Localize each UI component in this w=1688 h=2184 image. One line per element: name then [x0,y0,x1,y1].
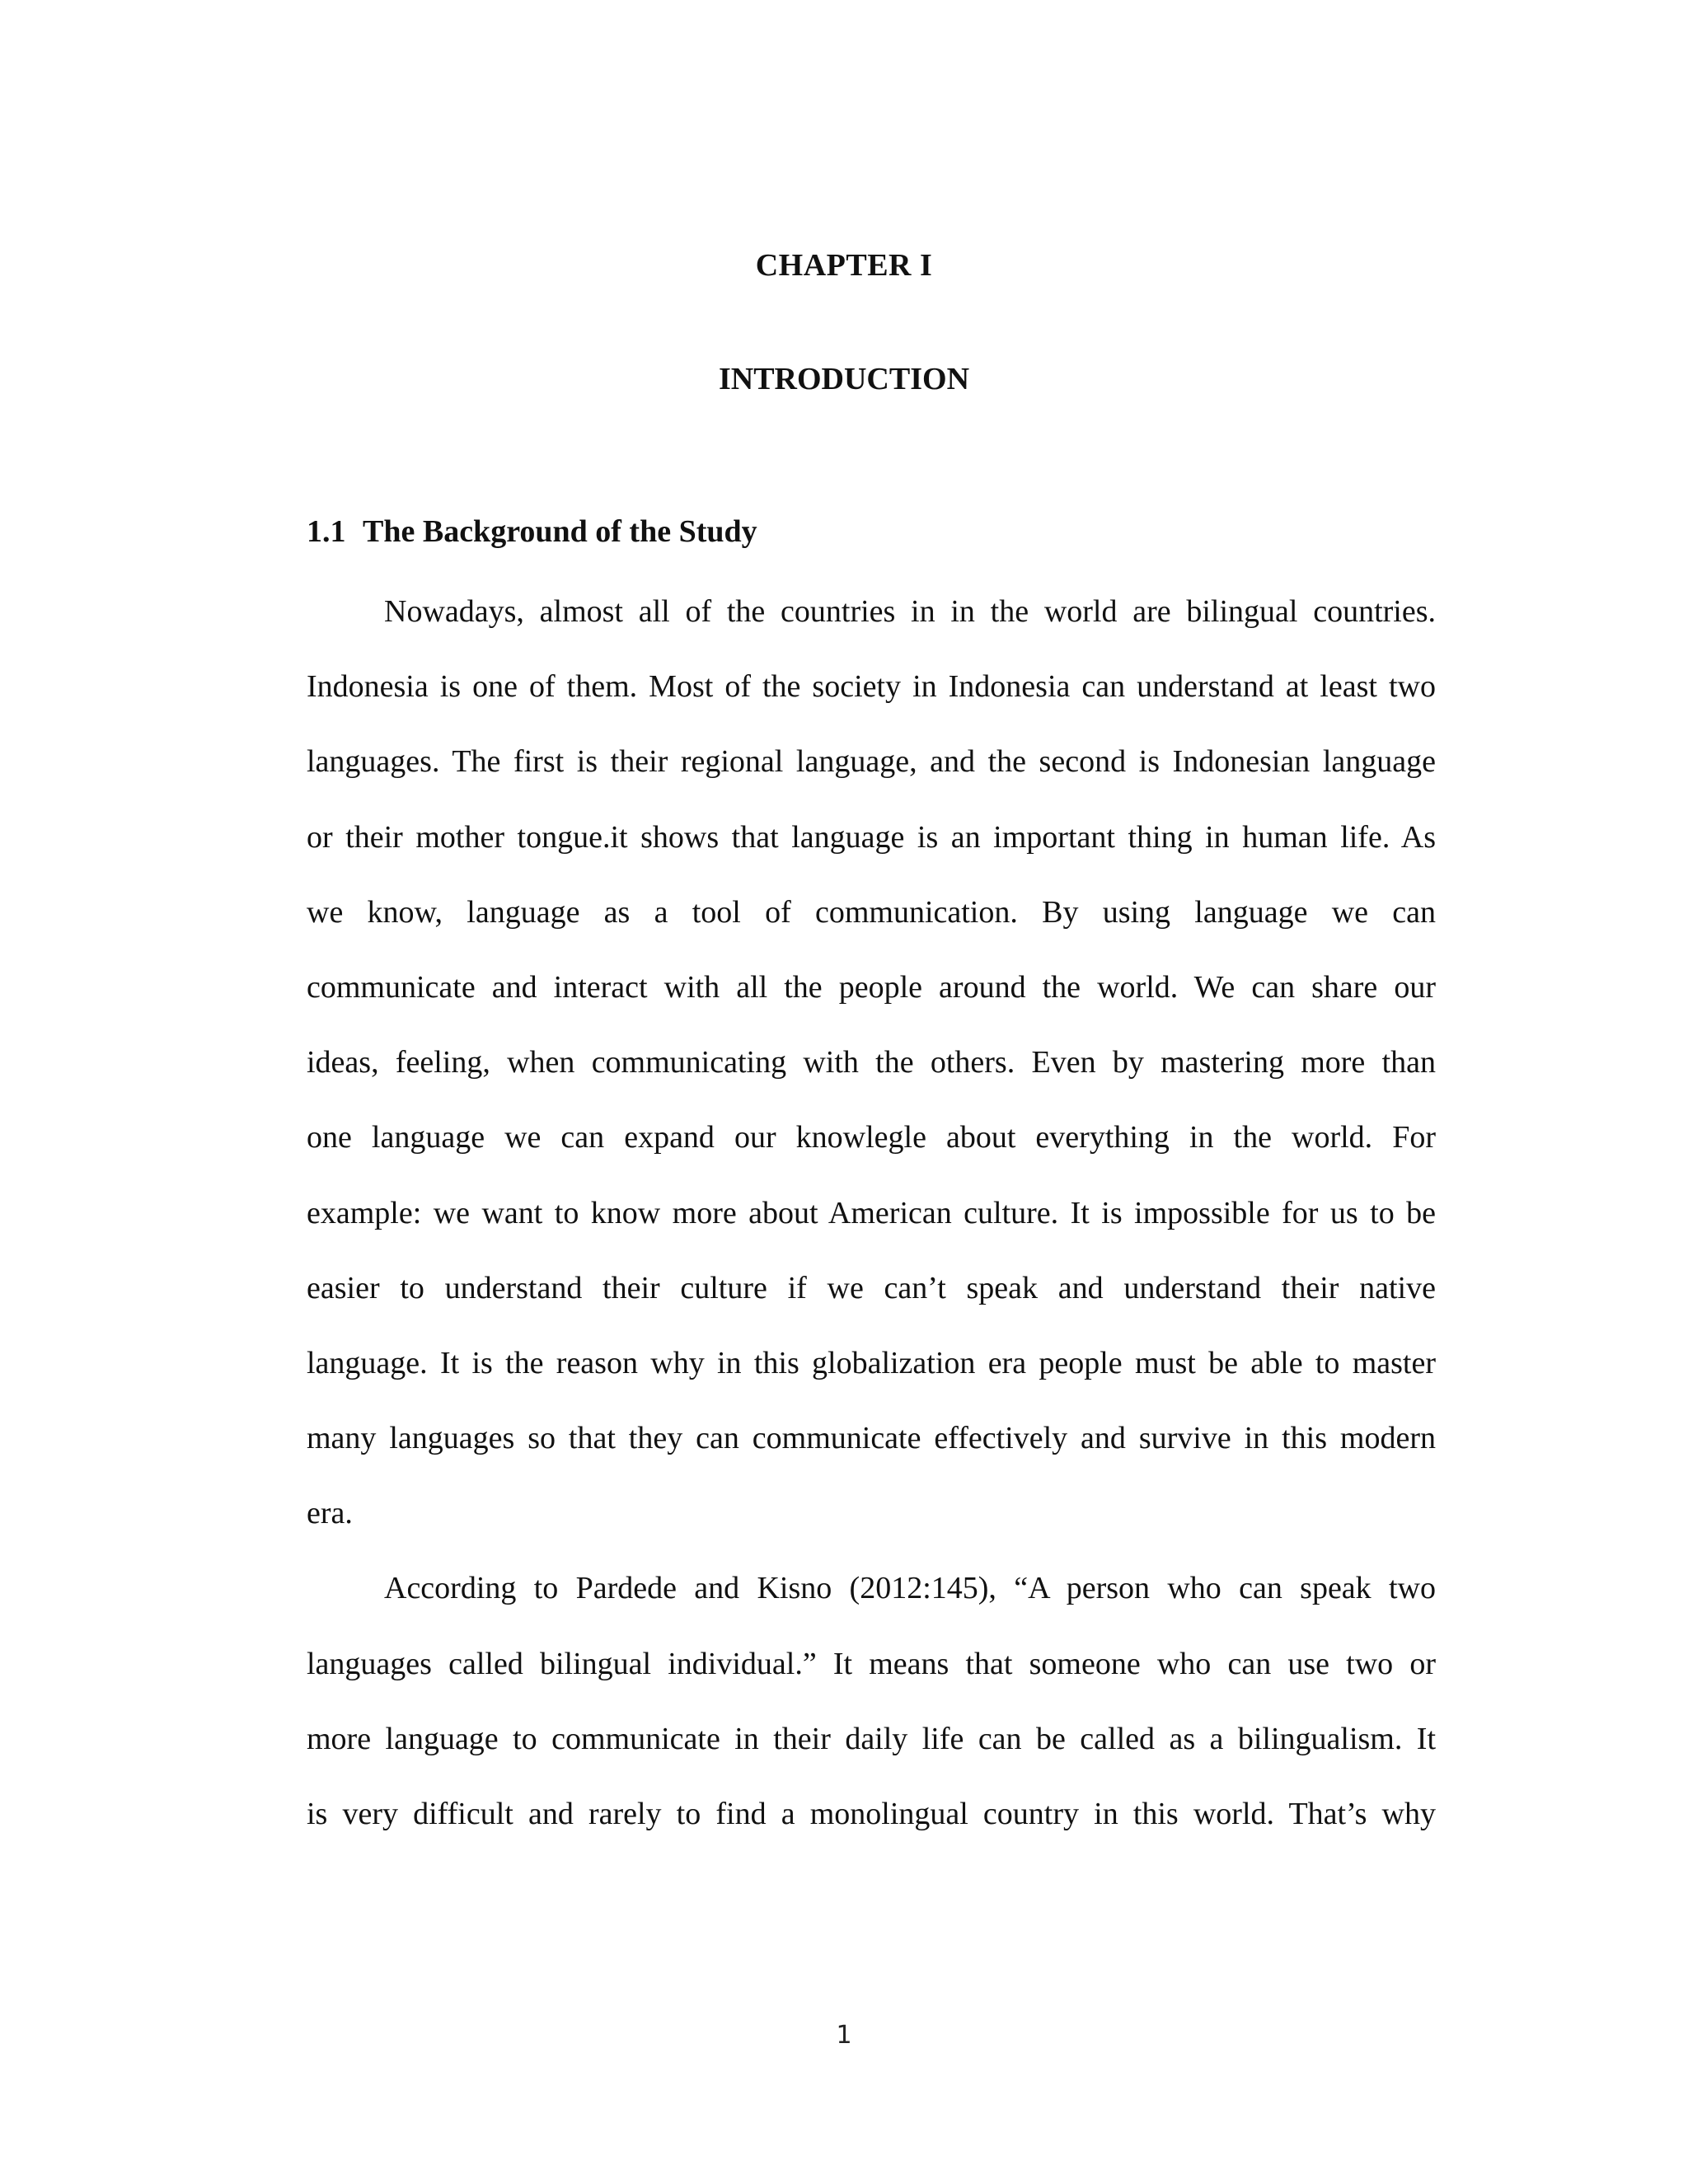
paragraph-line: easier to understand their culture if we can’t speak and understand their native [307,1270,1436,1305]
paragraph-line: Indonesia is one of them. Most of the society in Indonesia can understand at least two [307,669,1436,705]
paragraph-2 [307,1551,1436,1852]
paragraph-1 [307,574,1436,1551]
paragraph-line: ideas, feeling, when communicating with the others. Even by mastering more than [307,1045,1436,1080]
paragraph-line: one language we can expand our knowlegle about everything in the world. For [307,1120,1436,1155]
paragraph-line: is very difficult and rarely to find a monolingual country in this world. That’s why [307,1797,1436,1831]
paragraph-line: example: we want to know more about American culture. It is impossible for us to be [307,1195,1436,1230]
body-text [307,574,1436,1852]
paragraph-line: era. [307,1496,353,1531]
page-number: 1 [836,2021,852,2050]
chapter-title: CHAPTER I [755,248,933,283]
paragraph-line: According to Pardede and Kisno (2012:145), “A person who can speak two [384,1571,1436,1606]
paragraph-line: or their mother tongue.it shows that language is an important thing in human life. As [307,819,1436,855]
section-heading [307,509,757,555]
paragraph-line: languages called bilingual individual.” It means that someone who can use two or [307,1646,1436,1681]
paragraph-line: more language to communicate in their daily life can be called as a bilingualism. It [307,1721,1436,1756]
chapter-subtitle: INTRODUCTION [718,362,970,396]
paragraph-line: language. It is the reason why in this globalization era people must be able to master [307,1345,1436,1380]
paragraph-line: languages. The first is their regional language, and the second is Indonesian language [307,744,1436,780]
paragraph-line: we know, language as a tool of communication. By using language we can [307,894,1436,930]
paragraph-line: Nowadays, almost all of the countries in in the world are bilingual countries. [384,594,1436,629]
paragraph-line: many languages so that they can communicate effectively and survive in this modern [307,1421,1436,1456]
section-number: 1.1 [307,514,346,549]
section-title: The Background of the Study [363,514,757,549]
paragraph-line: communicate and interact with all the people around the world. We can share our [307,969,1436,1005]
